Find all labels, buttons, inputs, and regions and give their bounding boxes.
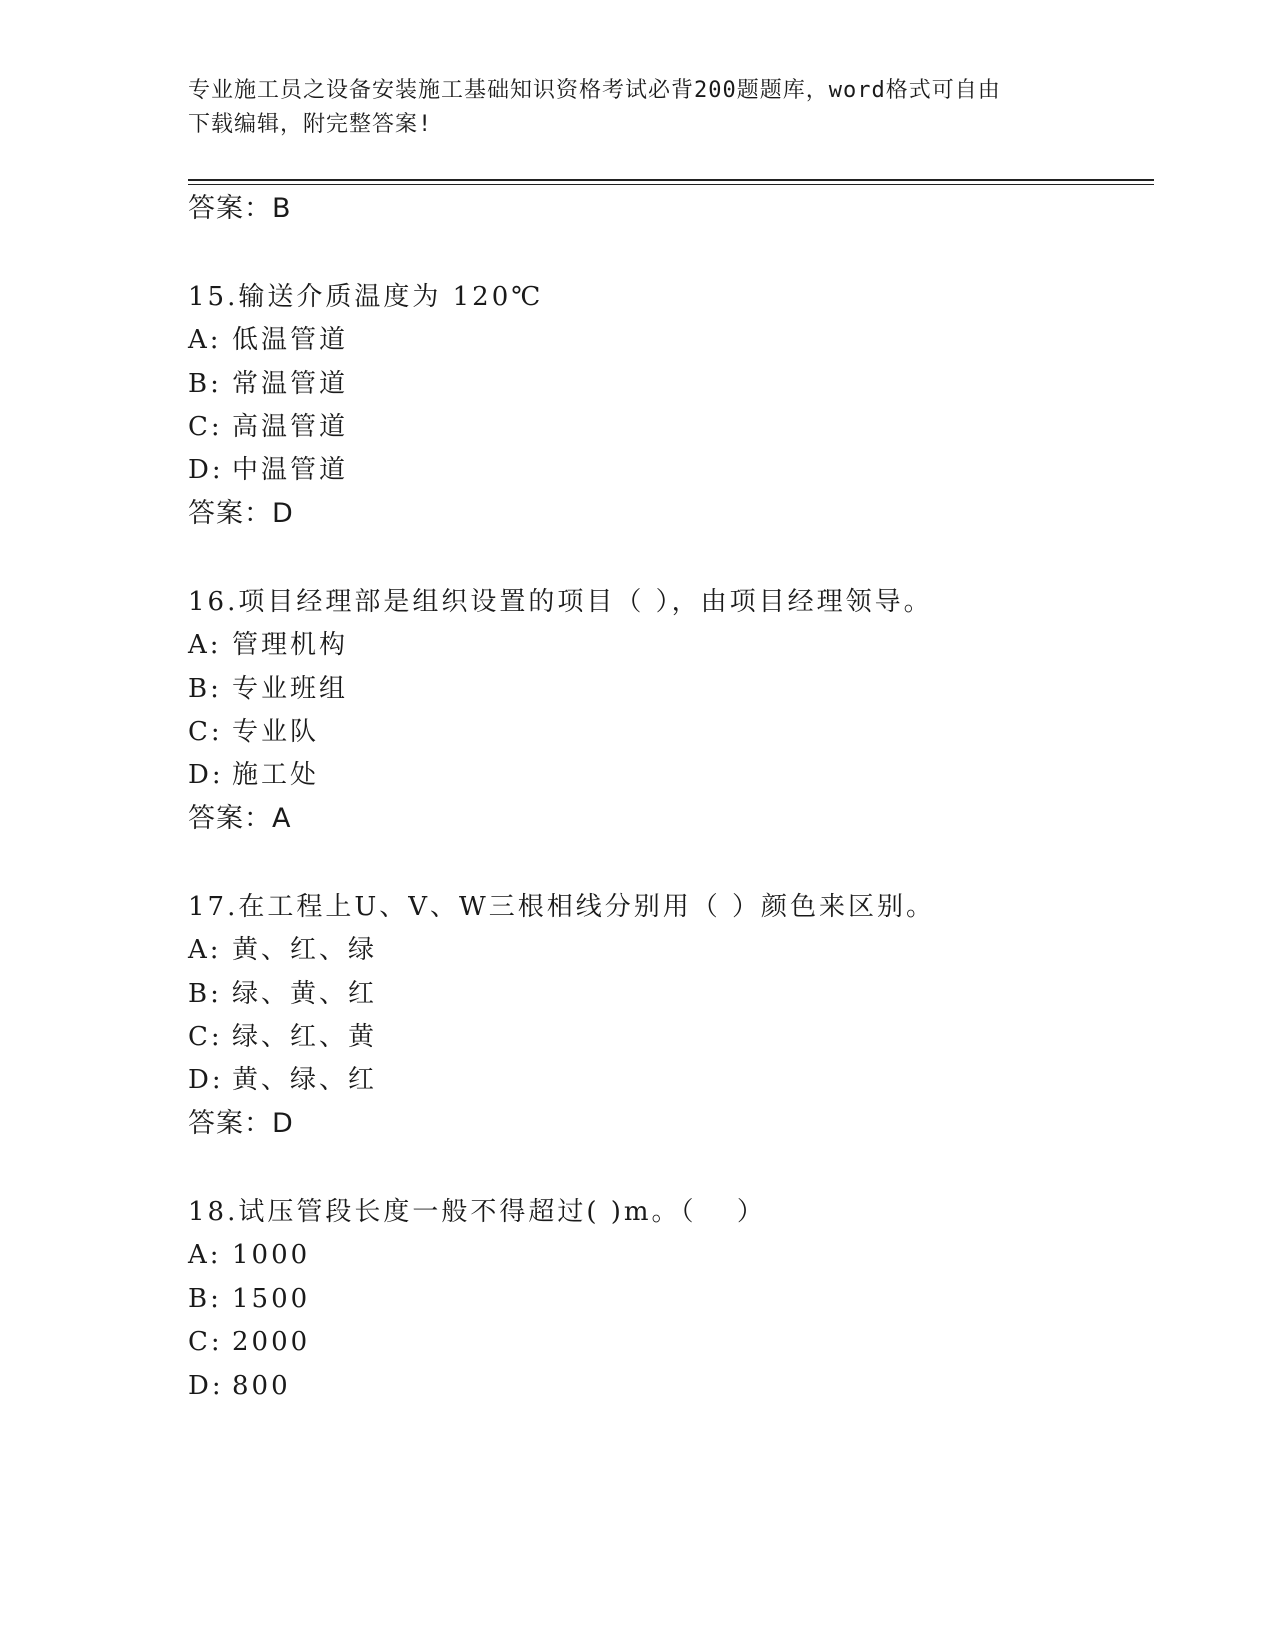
doc-title-line-1: 专业施工员之设备安装施工基础知识资格考试必背200题题库，word格式可自由: [188, 78, 1001, 103]
option-text: 1500: [232, 1284, 311, 1314]
option-text: 800: [232, 1371, 291, 1401]
option-letter: A:: [188, 630, 222, 660]
question-option: [188, 1368, 291, 1404]
option-text: 绿、红、黄: [232, 1022, 378, 1052]
question-option: [188, 1062, 377, 1098]
option-letter: D:: [188, 1371, 224, 1401]
answer-line: 答案：B: [188, 193, 292, 224]
header-divider-thick: [188, 179, 1154, 181]
answer-line: 答案：A: [188, 803, 292, 834]
option-text: 黄、红、绿: [232, 935, 378, 965]
option-letter: B:: [188, 369, 222, 399]
question-stem: 18.试压管段长度一般不得超过( )m。（ ）: [188, 1197, 766, 1227]
question-option: [188, 1324, 310, 1360]
question-stem: 15.输送介质温度为 120℃: [188, 282, 544, 312]
option-text: 中温管道: [232, 455, 349, 485]
doc-title-line-2: 下载编辑，附完整答案!: [188, 112, 433, 137]
question-option: [188, 1019, 377, 1055]
answer-line: 答案：D: [188, 1108, 294, 1139]
question-option: [188, 714, 319, 750]
option-text: 低温管道: [232, 325, 349, 355]
question-option: [188, 976, 377, 1012]
option-text: 高温管道: [232, 412, 349, 442]
answer-line: 答案：D: [188, 498, 294, 529]
option-text: 绿、黄、红: [232, 979, 378, 1009]
question-stem: 17.在工程上U、V、W三根相线分别用（ ）颜色来区别。: [188, 892, 936, 922]
option-text: 黄、绿、红: [232, 1065, 378, 1095]
option-letter: B:: [188, 674, 222, 704]
option-text: 常温管道: [232, 369, 349, 399]
question-option: [188, 932, 377, 968]
option-text: 2000: [232, 1327, 311, 1357]
option-letter: A:: [188, 1240, 222, 1270]
question-option: [188, 757, 319, 793]
question-stem: 16.项目经理部是组织设置的项目（ ），由项目经理领导。: [188, 587, 933, 617]
option-text: 专业队: [232, 717, 320, 747]
header-divider-thin: [188, 184, 1154, 185]
option-letter: B:: [188, 979, 222, 1009]
option-letter: D:: [188, 760, 224, 790]
option-text: 专业班组: [232, 674, 349, 704]
option-text: 1000: [232, 1240, 311, 1270]
option-letter: C:: [188, 717, 223, 747]
question-option: [188, 452, 348, 488]
option-letter: D:: [188, 1065, 224, 1095]
question-option: [188, 1281, 310, 1317]
question-option: [188, 366, 348, 402]
question-option: [188, 322, 348, 358]
question-option: [188, 671, 348, 707]
option-letter: B:: [188, 1284, 222, 1314]
question-option: [188, 1237, 310, 1273]
question-option: [188, 627, 348, 663]
option-letter: A:: [188, 325, 222, 355]
option-letter: C:: [188, 412, 223, 442]
option-text: 施工处: [232, 760, 320, 790]
option-letter: C:: [188, 1327, 223, 1357]
option-letter: C:: [188, 1022, 223, 1052]
option-text: 管理机构: [232, 630, 349, 660]
option-letter: D:: [188, 455, 224, 485]
option-letter: A:: [188, 935, 222, 965]
question-option: [188, 409, 348, 445]
